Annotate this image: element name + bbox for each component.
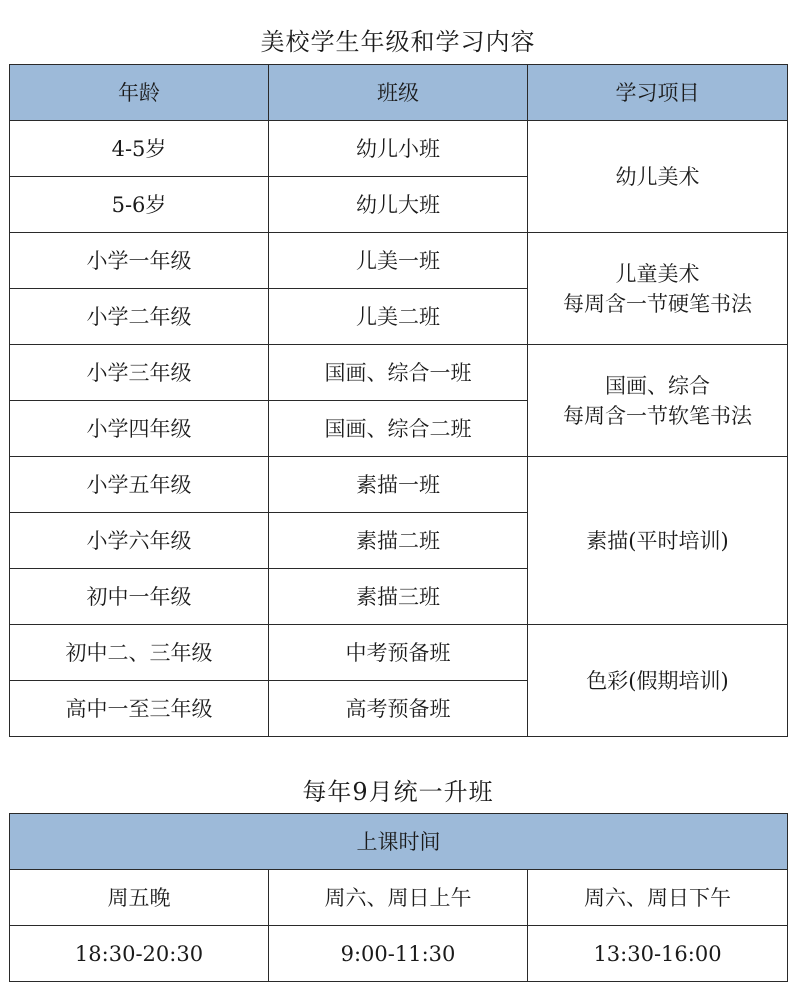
- age-cell: 小学三年级: [10, 345, 269, 401]
- column-header-class: 班级: [269, 65, 528, 121]
- table-row: [10, 121, 788, 177]
- time-row: [10, 926, 788, 982]
- program-line: 国画、综合: [605, 373, 710, 398]
- age-cell: 4-5岁: [10, 121, 269, 177]
- class-cell: 国画、综合一班: [269, 345, 528, 401]
- time-cell: 9:00-11:30: [269, 926, 528, 982]
- day-cell: 周六、周日上午: [269, 870, 528, 926]
- age-cell: 初中一年级: [10, 569, 269, 625]
- class-cell: 幼儿大班: [269, 177, 528, 233]
- class-time-table: [9, 813, 788, 982]
- class-cell: 高考预备班: [269, 681, 528, 737]
- column-header-program: 学习项目: [528, 65, 788, 121]
- program-cell: [528, 121, 788, 233]
- class-cell: 儿美二班: [269, 289, 528, 345]
- program-line: 素描(平时培训): [586, 528, 729, 553]
- day-cell: 周六、周日下午: [528, 870, 788, 926]
- program-line: 儿童美术: [615, 261, 700, 286]
- class-cell: 素描二班: [269, 513, 528, 569]
- program-cell: [528, 625, 788, 737]
- class-cell: 幼儿小班: [269, 121, 528, 177]
- schedule-table: [9, 64, 788, 737]
- column-header-age: 年龄: [10, 65, 269, 121]
- promotion-note: 每年9月统一升班: [302, 778, 494, 806]
- table-row: [10, 457, 788, 513]
- age-cell: 小学五年级: [10, 457, 269, 513]
- class-cell: 国画、综合二班: [269, 401, 528, 457]
- age-cell: 5-6岁: [10, 177, 269, 233]
- age-cell: 小学一年级: [10, 233, 269, 289]
- program-cell: [528, 345, 788, 457]
- day-row: [10, 870, 788, 926]
- age-cell: 高中一至三年级: [10, 681, 269, 737]
- program-cell: [528, 233, 788, 345]
- header-row: [10, 65, 788, 121]
- age-cell: 小学四年级: [10, 401, 269, 457]
- age-cell: 小学二年级: [10, 289, 269, 345]
- table-row: [10, 625, 788, 681]
- program-line: 每周含一节软笔书法: [563, 403, 752, 428]
- program-line: 色彩(假期培训): [586, 668, 729, 693]
- class-cell: 素描三班: [269, 569, 528, 625]
- age-cell: 初中二、三年级: [10, 625, 269, 681]
- program-line: 幼儿美术: [615, 164, 700, 189]
- day-cell: 周五晚: [10, 870, 269, 926]
- program-cell: [528, 457, 788, 625]
- program-line: 每周含一节硬笔书法: [563, 291, 752, 316]
- class-cell: 中考预备班: [269, 625, 528, 681]
- table-row: [10, 345, 788, 401]
- class-time-header: 上课时间: [10, 814, 788, 870]
- header-row: [10, 814, 788, 870]
- time-cell: 18:30-20:30: [10, 926, 269, 982]
- class-cell: 素描一班: [269, 457, 528, 513]
- age-cell: 小学六年级: [10, 513, 269, 569]
- schedule-title: 美校学生年级和学习内容: [260, 28, 536, 56]
- class-cell: 儿美一班: [269, 233, 528, 289]
- table-row: [10, 233, 788, 289]
- time-cell: 13:30-16:00: [528, 926, 788, 982]
